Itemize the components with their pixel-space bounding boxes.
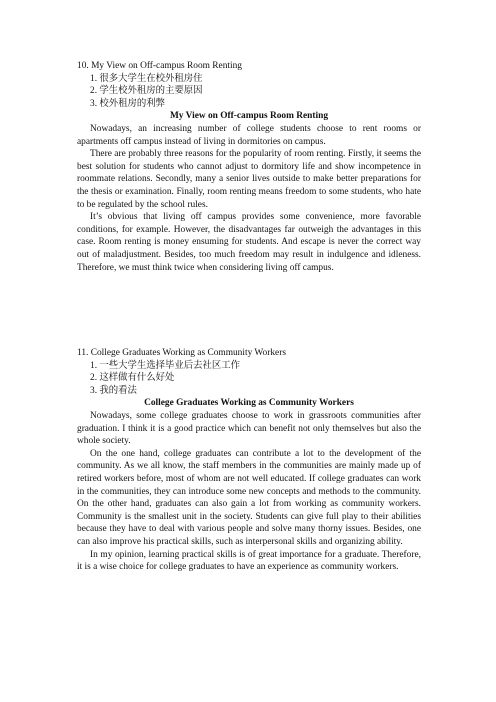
outline-item: 2. 这样做有什么好处 (90, 373, 175, 384)
outline-list (77, 73, 421, 111)
outline-list (77, 360, 421, 398)
essay-paragraph: It’s obvious that living off campus provides some convenience, more favorable conditions, for example. However, the disadvantages far outweigh the advantages in this case. Room renting is money ensuming for students. And escape is never the correct way out of maladjustment. Besides, too much freedom may result in indulgence and idleness. Therefore, we must think twice when considering living off campus. (77, 212, 421, 273)
essay-section-11 (77, 347, 421, 574)
outline-item: 2. 学生校外租房的主要原因 (90, 86, 203, 97)
essay-paragraph: Nowadays, an increasing number of college students choose to rent rooms or apartments off campus instead of living in dormitories on campus. (77, 123, 421, 147)
essay-paragraph: There are probably three reasons for the popularity of room renting. Firstly, it seems the best solution for students who cannot adjust to dormitory life and show incompetence in roommate relations. Secondly, many a senior lives outside to make better preparations for the thesis or examination. Finally, room renting means freedom to some students, who hate to be regulated by the school rules. (77, 149, 421, 210)
essay-paragraph: On the one hand, college graduates can contribute a lot to the development of the community. As we all know, the staff members in the communities are mainly made up of retired workers before, most of whom are not well educated. If college graduates can work in the communities, they can introduce some new concepts and methods to the community. On the other hand, graduates can also gain a lot from working as community workers. Community is the smallest unit in the society. Students can give full play to their abilities because they have to deal with various people and solve many thorny issues. Besides, one can also improve his practical skills, such as interpersonal skills and organizing ability. (77, 448, 421, 547)
section-heading: 11. College Graduates Working as Community Workers (77, 348, 286, 358)
essay-title: My View on Off-campus Room Renting (169, 111, 329, 122)
essay-title: College Graduates Working as Community Workers (144, 398, 354, 409)
section-heading: 10. My View on Off-campus Room Renting (77, 61, 242, 71)
essay-paragraph: Nowadays, some college graduates choose to work in grassroots communities after graduation. I think it is a good practice which can benefit not only themselves but also the whole society. (77, 410, 421, 447)
outline-item: 3. 校外租房的利弊 (90, 98, 166, 109)
outline-item: 1. 一些大学生选择毕业后去社区工作 (90, 360, 241, 371)
outline-item: 3. 我的看法 (90, 385, 137, 396)
essay-section-10 (77, 60, 421, 274)
essay-paragraph: In my opinion, learning practical skills is of great importance for a graduate. Therefore, it is a wise choice for college graduates to have an experience as community workers. (77, 549, 421, 573)
outline-item: 1. 很多大学生在校外租房住 (90, 73, 203, 84)
